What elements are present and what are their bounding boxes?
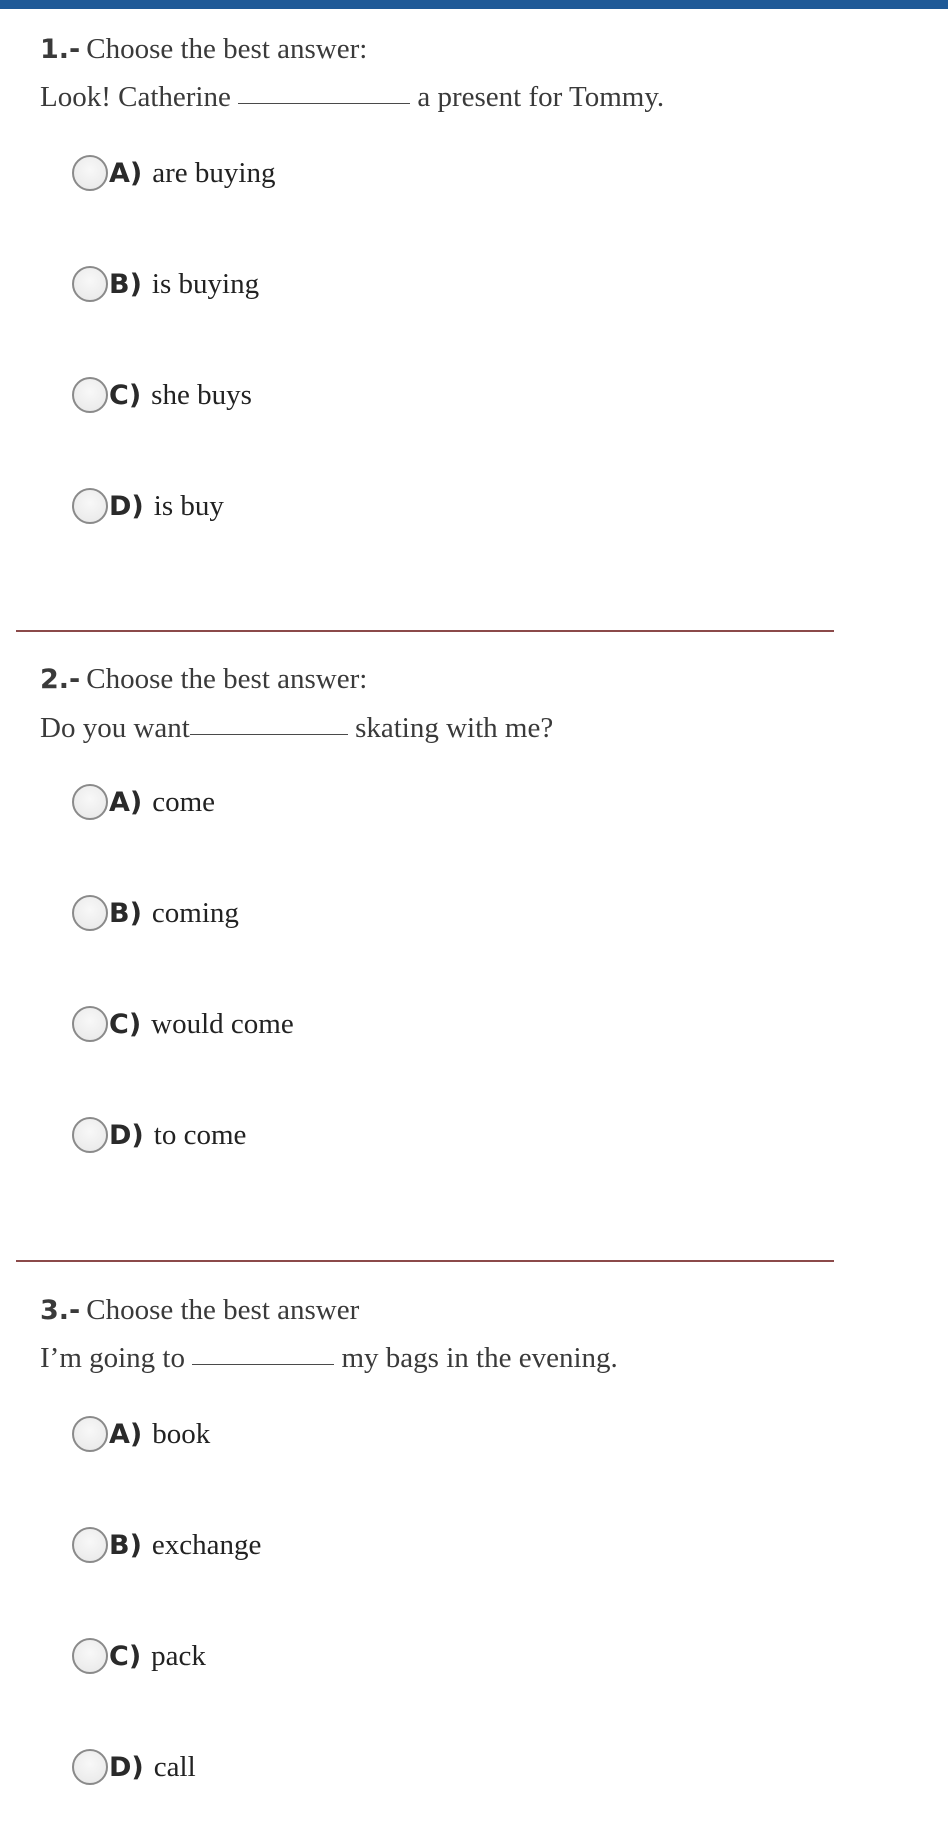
sentence-before: Do you want	[40, 712, 190, 744]
question-instruction: Choose the best answer:	[86, 33, 368, 65]
option-text: exchange	[151, 1528, 262, 1561]
option-letter: B)	[109, 1529, 142, 1561]
question-instruction: Choose the best answer	[86, 1294, 360, 1326]
question-number: 1.-	[40, 34, 81, 65]
sentence-before: Look! Catherine	[40, 81, 239, 113]
question-3	[0, 1292, 948, 1812]
option-text: to come	[153, 1118, 247, 1151]
option-letter: B)	[109, 268, 142, 300]
option-letter: D)	[109, 1119, 144, 1151]
radio-button[interactable]	[72, 1527, 108, 1563]
option-letter: C)	[109, 379, 142, 411]
option-text: pack	[151, 1639, 206, 1672]
option-c[interactable]	[72, 1632, 206, 1680]
option-c[interactable]	[72, 371, 252, 419]
option-letter: D)	[109, 490, 144, 522]
question-divider	[16, 630, 834, 632]
question-sentence	[40, 1338, 618, 1376]
radio-button[interactable]	[72, 266, 108, 302]
option-d[interactable]	[72, 1111, 246, 1159]
option-text: are buying	[152, 156, 276, 189]
question-2	[0, 661, 948, 1181]
top-bar	[0, 0, 948, 9]
radio-button[interactable]	[72, 377, 108, 413]
option-b[interactable]	[72, 260, 259, 308]
answer-blank	[192, 1336, 334, 1365]
radio-button[interactable]	[72, 784, 108, 820]
answer-blank	[238, 75, 410, 104]
sentence-after: a present for Tommy.	[410, 81, 665, 113]
question-number: 3.-	[40, 1295, 81, 1326]
radio-button[interactable]	[72, 155, 108, 191]
radio-button[interactable]	[72, 1416, 108, 1452]
option-text: she buys	[151, 378, 252, 411]
option-text: book	[152, 1417, 211, 1450]
radio-button[interactable]	[72, 1749, 108, 1785]
answer-blank	[190, 706, 348, 735]
radio-button[interactable]	[72, 1638, 108, 1674]
option-text: come	[152, 785, 216, 818]
question-header	[40, 31, 367, 68]
question-divider	[16, 1260, 834, 1262]
option-d[interactable]	[72, 1743, 196, 1791]
option-b[interactable]	[72, 889, 239, 937]
option-text: call	[153, 1750, 196, 1783]
radio-button[interactable]	[72, 1117, 108, 1153]
option-d[interactable]	[72, 482, 224, 530]
option-a[interactable]	[72, 1410, 210, 1458]
option-text: coming	[151, 896, 239, 929]
option-text: would come	[151, 1007, 294, 1040]
question-number: 2.-	[40, 664, 81, 695]
question-header	[40, 661, 367, 698]
option-a[interactable]	[72, 778, 215, 826]
radio-button[interactable]	[72, 488, 108, 524]
question-sentence	[40, 77, 664, 115]
option-letter: A)	[109, 786, 143, 818]
sentence-before: I’m going to	[40, 1342, 193, 1374]
option-b[interactable]	[72, 1521, 261, 1569]
option-letter: A)	[109, 157, 143, 189]
option-letter: D)	[109, 1751, 144, 1783]
sentence-after: my bags in the evening.	[334, 1342, 618, 1374]
question-1	[0, 31, 948, 551]
radio-button[interactable]	[72, 1006, 108, 1042]
question-sentence	[40, 708, 553, 746]
option-letter: A)	[109, 1418, 143, 1450]
radio-button[interactable]	[72, 895, 108, 931]
option-text: is buy	[153, 489, 224, 522]
question-instruction: Choose the best answer:	[86, 663, 368, 695]
option-letter: B)	[109, 897, 142, 929]
sentence-after: skating with me?	[347, 712, 554, 744]
question-header	[40, 1292, 359, 1329]
option-a[interactable]	[72, 149, 275, 197]
option-text: is buying	[151, 267, 260, 300]
option-letter: C)	[109, 1008, 142, 1040]
option-letter: C)	[109, 1640, 142, 1672]
option-c[interactable]	[72, 1000, 294, 1048]
